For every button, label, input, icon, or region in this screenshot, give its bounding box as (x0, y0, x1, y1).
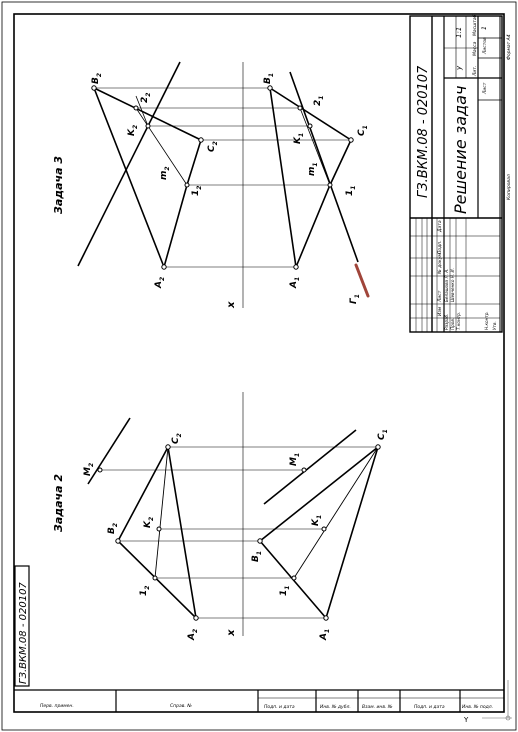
label-podp-data2: Подп. и дата (264, 705, 295, 710)
task2-drawing (52, 392, 389, 641)
svg-text:Y: Y (464, 716, 469, 724)
svg-text:B1: $B_1$ (263, 72, 275, 84)
side-doc-code: ГЗ.ВКМ.08 - 020107 (18, 582, 29, 684)
copied-label: Копировал (507, 174, 512, 200)
right-margin-stamp (258, 690, 504, 712)
svg-text:Пров.: Пров. (450, 317, 455, 330)
svg-text:Белашова Л. А.: Белашова Л. А. (444, 268, 449, 302)
svg-text:1:1: 1:1 (455, 26, 463, 38)
svg-text:C2: $C_2$ (207, 141, 219, 152)
svg-text:A1: $A_1$ (289, 276, 301, 288)
svg-text:Т.контр.: Т.контр. (456, 311, 461, 330)
svg-text:K1: $K_1$ (311, 514, 323, 526)
svg-text:A2: $A_2$ (187, 628, 199, 640)
svg-text:Утв.: Утв. (492, 321, 497, 330)
svg-text:Масштаб: Масштаб (473, 14, 478, 36)
task3-drawing (52, 62, 369, 309)
svg-text:Лист: Лист (483, 82, 488, 94)
svg-text:A1: $A_1$ (319, 628, 331, 640)
svg-text:K2: $K_2$ (143, 516, 155, 528)
red-mark (356, 265, 368, 296)
task3-axis-label: x (226, 301, 237, 308)
svg-text:№ докум.: № докум. (438, 251, 443, 274)
svg-text:B1: $B_1$ (251, 550, 263, 562)
svg-text:m1: $m_1$ (307, 162, 319, 176)
svg-text:11: $1_1$ (279, 585, 291, 596)
task2-label: Задача 2 (52, 473, 65, 532)
label-vzam-inv: Взам. инв. № (362, 705, 393, 710)
svg-text:Листов: Листов (483, 37, 488, 54)
svg-text:21: $2_1$ (313, 95, 325, 106)
svg-text:Лист: Лист (438, 290, 443, 302)
svg-text:K1: $K_1$ (293, 132, 305, 144)
svg-text:B2: $B_2$ (107, 522, 119, 534)
svg-text:11: $1_1$ (345, 185, 357, 196)
label-perv-prim: Перв. примен. (40, 704, 74, 709)
left-margin-stamp (14, 690, 258, 712)
svg-text:Разраб.: Разраб. (444, 313, 449, 330)
label-inv-podl: Инв. № подл. (462, 705, 494, 710)
svg-text:M2: $M_2$ (83, 462, 95, 476)
svg-text:C1: $C_1$ (357, 125, 369, 136)
svg-text:1: 1 (481, 26, 488, 30)
outer-border (2, 2, 516, 730)
svg-text:Подп.: Подп. (438, 240, 443, 254)
svg-text:C1: $C_1$ (377, 429, 389, 440)
svg-text:Г1: $Г_1$ (349, 294, 361, 304)
svg-text:Лит.: Лит. (473, 65, 478, 76)
svg-text:K2: $K_2$ (127, 124, 139, 136)
task3-label: Задача 3 (52, 155, 65, 214)
svg-text:Масса: Масса (473, 41, 478, 56)
svg-text:A2: $A_2$ (154, 276, 166, 288)
svg-text:у: у (455, 65, 463, 70)
svg-text:Изм: Изм (438, 306, 443, 316)
svg-text:12: $1_2$ (139, 585, 151, 596)
svg-text:m2: $m_2$ (159, 166, 171, 180)
svg-text:Н.контр.: Н.контр. (484, 311, 489, 330)
label-inv-dubl: Инв. № дубл. (320, 705, 351, 710)
label-podp-data1: Подп. и дата (414, 705, 445, 710)
svg-text:12: $1_2$ (191, 185, 203, 196)
svg-text:Шевченко Н. И.: Шевченко Н. И. (450, 267, 455, 302)
svg-text:22: $2_2$ (140, 92, 152, 103)
title-block-doc-code: ГЗ.ВКМ.08 - 020107 (416, 65, 431, 198)
svg-text:Дата: Дата (438, 220, 443, 232)
svg-text:B2: $B_2$ (91, 72, 103, 84)
format-label: Формат А4 (507, 34, 512, 60)
svg-text:C2: $C_2$ (171, 433, 183, 444)
title-block (410, 14, 512, 332)
label-sprav: Справ. № (170, 704, 192, 709)
svg-text:M1: $M_1$ (289, 452, 301, 466)
title-block-title: Решение задач (451, 85, 470, 214)
task2-axis-label: x (226, 629, 237, 636)
